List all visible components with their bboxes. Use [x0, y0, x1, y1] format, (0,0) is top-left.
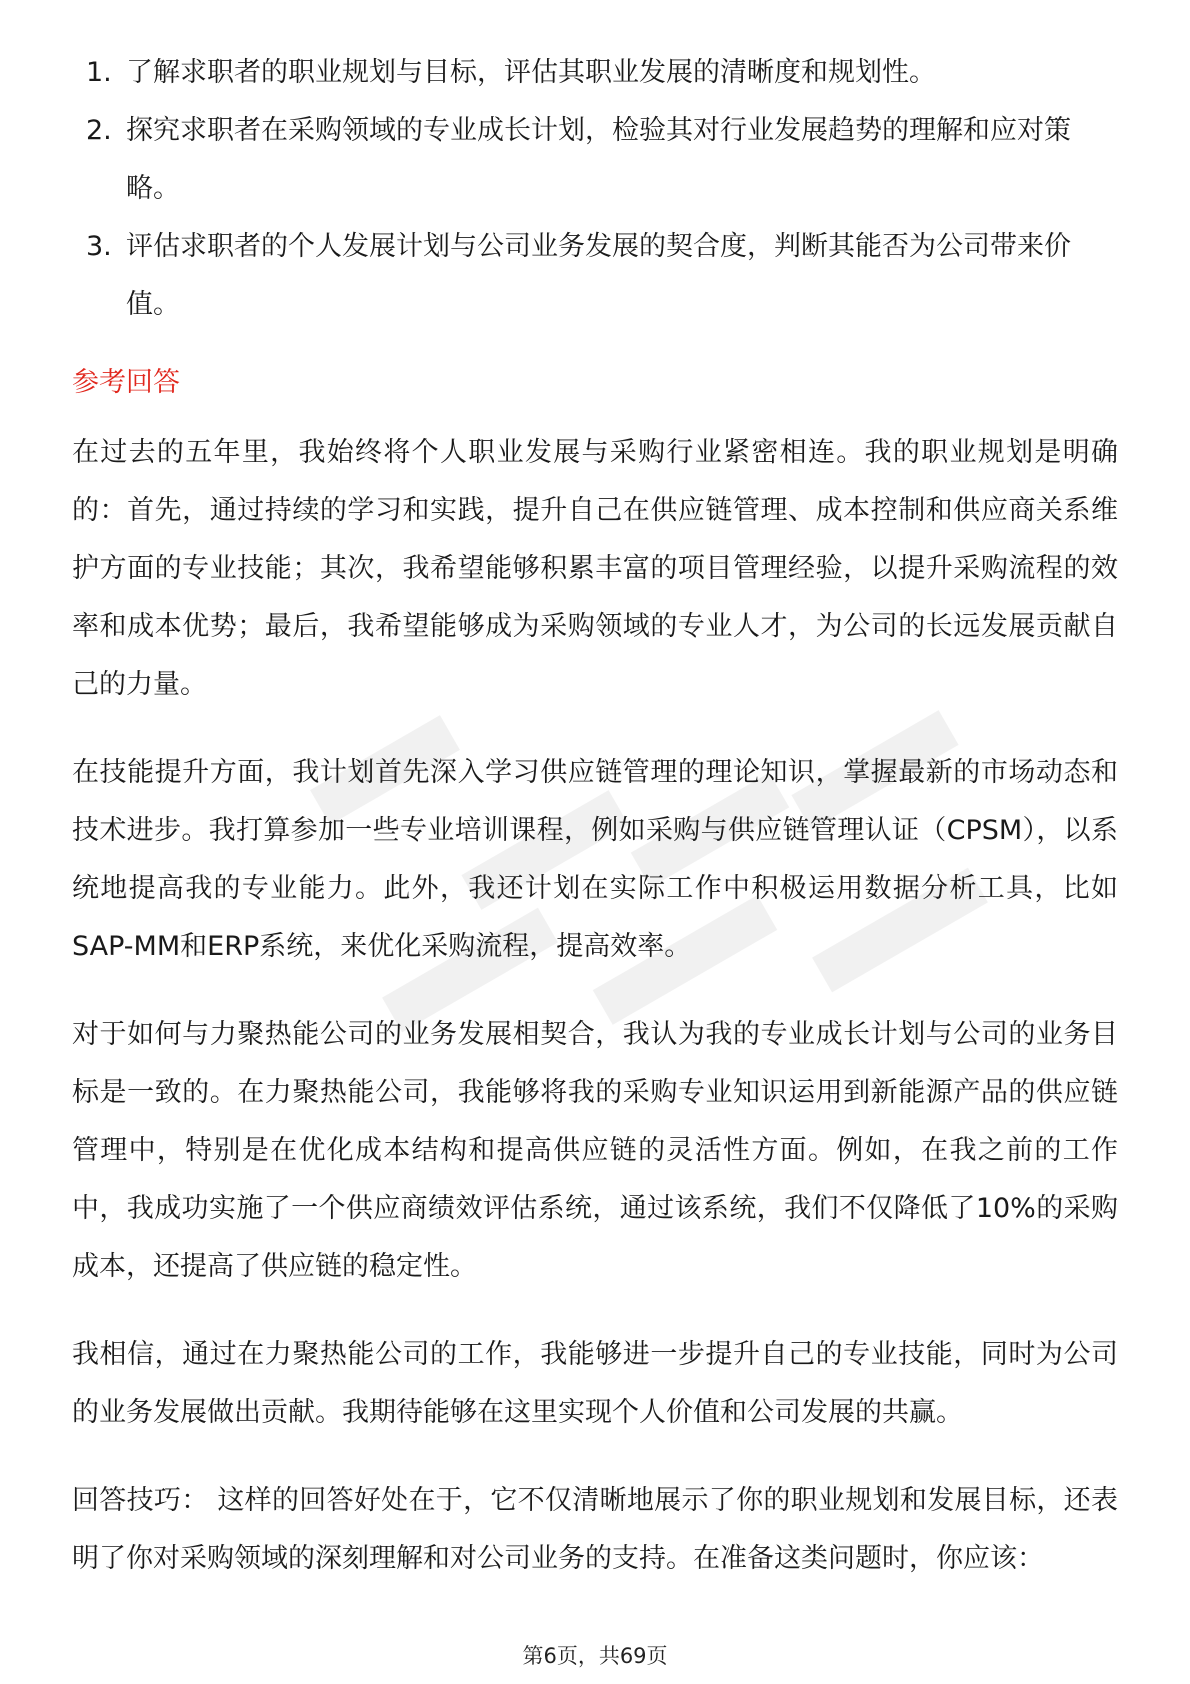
- goal-item: [72, 44, 1118, 102]
- answer-tips-paragraph: 回答技巧： 这样的回答好处在于，它不仅清晰地展示了你的职业规划和发展目标，还表明了你对采购领域的深刻理解和对公司业务的支持。在准备这类问题时，你应该：: [72, 1485, 1118, 1574]
- answer-paragraph: 在过去的五年里，我始终将个人职业发展与采购行业紧密相连。我的职业规划是明确的：首先，通过持续的学习和实践，提升自己在供应链管理、成本控制和供应商关系维护方面的专业技能；其次，我希望能够积累丰富的项目管理经验，以提升采购流程的效率和成本优势；最后，我希望能够成为采购领域的专业人才，为公司的长远发展贡献自己的力量。: [72, 437, 1118, 700]
- goal-number: 2.: [86, 115, 112, 146]
- goal-item: [72, 218, 1118, 334]
- goal-number: 1.: [86, 57, 112, 88]
- page-number-footer: 第6页，共69页: [522, 1644, 668, 1668]
- goal-text: 评估求职者的个人发展计划与公司业务发展的契合度，判断其能否为公司带来价值。: [126, 231, 1071, 320]
- answer-paragraph: 对于如何与力聚热能公司的业务发展相契合，我认为我的专业成长计划与公司的业务目标是一致的。在力聚热能公司，我能够将我的采购专业知识运用到新能源产品的供应链管理中，特别是在优化成本结构和提高供应链的灵活性方面。例如，在我之前的工作中，我成功实施了一个供应商绩效评估系统，通过该系统，我们不仅降低了10%的采购成本，还提高了供应链的稳定性。: [72, 1019, 1118, 1282]
- answer-paragraph: 在技能提升方面，我计划首先深入学习供应链管理的理论知识，掌握最新的市场动态和技术进步。我打算参加一些专业培训课程，例如采购与供应链管理认证（CPSM），以系统地提高我的专业能力。此外，我还计划在实际工作中积极运用数据分析工具，比如SAP-MM和ERP系统，来优化采购流程，提高效率。: [72, 757, 1118, 962]
- goal-number: 3.: [86, 231, 112, 262]
- goal-text: 了解求职者的职业规划与目标，评估其职业发展的清晰度和规划性。: [126, 57, 936, 88]
- interview-goals-list: [72, 44, 1118, 334]
- document-body: [72, 44, 1118, 1588]
- answer-paragraph: 我相信，通过在力聚热能公司的工作，我能够进一步提升自己的专业技能，同时为公司的业务发展做出贡献。我期待能够在这里实现个人价值和公司发展的共赢。: [72, 1339, 1118, 1428]
- section-title: 参考回答: [72, 367, 180, 398]
- goal-item: [72, 102, 1118, 218]
- goal-text: 探究求职者在采购领域的专业成长计划，检验其对行业发展趋势的理解和应对策略。: [126, 115, 1071, 204]
